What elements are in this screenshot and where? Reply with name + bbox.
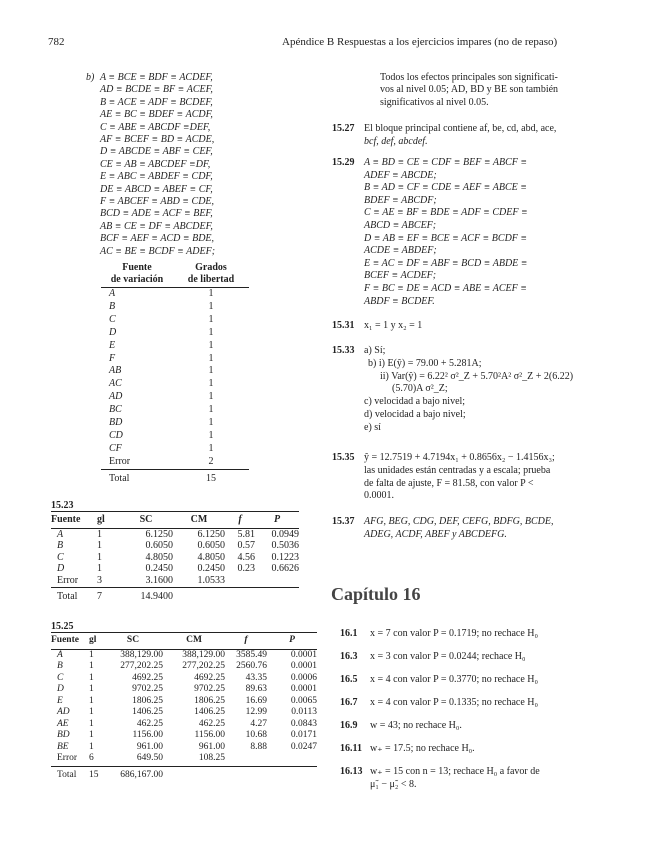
col-header: SC <box>103 633 163 650</box>
cell: 0.0001 <box>290 649 317 660</box>
cell: 686,167.00 <box>120 769 163 780</box>
text-line: d) velocidad a bajo nivel; <box>364 408 466 420</box>
answer-15-27 <box>332 123 596 149</box>
cell: 1806.25 <box>132 695 163 706</box>
cell: 89.63 <box>245 684 267 694</box>
text-line: de falta de ajuste, F = 81.58, con valor P < <box>364 477 534 489</box>
cell: 5.81 <box>237 528 255 540</box>
df-table <box>101 262 249 486</box>
alias-line: D ≡ ABCDE ≡ ABF ≡ CEF, <box>100 146 213 158</box>
alias-line: AF ≡ BCEF ≡ BD ≡ ACDE, <box>100 134 215 146</box>
exercise-number: 15.37 <box>332 516 355 527</box>
alias-line: ACDE ≡ ABDEF; <box>364 245 437 257</box>
answer-15-29 <box>332 157 596 308</box>
cell: 1 <box>89 730 94 740</box>
alias-line: BDEF ≡ ABCDF; <box>364 194 437 206</box>
col-header: CM <box>173 512 225 529</box>
cell: 1 <box>89 684 94 694</box>
cell: 0.1223 <box>271 551 299 563</box>
source-cell: AC <box>109 378 122 390</box>
text-line: a) Sí; <box>364 345 386 356</box>
col-header: f <box>225 633 267 650</box>
answer-16-7 <box>340 696 600 709</box>
cell: 1 <box>97 528 102 540</box>
source-cell: CF <box>109 442 122 454</box>
source-cell: D <box>109 326 117 338</box>
answer-text: w₊ = 17.5; no rechace H₀. <box>370 743 475 754</box>
cell: 0.0843 <box>290 718 317 729</box>
cell: 0.23 <box>237 563 255 574</box>
df-cell: 1 <box>208 365 214 377</box>
table-row <box>51 575 299 588</box>
table-row <box>51 673 317 685</box>
cell: 9702.25 <box>194 684 225 694</box>
cell: 3.1600 <box>119 575 173 588</box>
cell: AD <box>57 707 70 717</box>
alias-line: ABCD ≡ ABCEF; <box>364 219 437 231</box>
cell: 6.1250 <box>197 528 225 540</box>
alias-line: ADEF ≡ ABCDE; <box>364 169 437 181</box>
source-cell: A <box>109 288 116 299</box>
df-cell: 1 <box>208 313 214 325</box>
total-label: Total <box>109 472 130 484</box>
answer-text: w₊ = 15 con n = 13; rechace H₀ a favor de <box>370 766 540 777</box>
text-line: significativos al nivel 0.05. <box>380 96 489 108</box>
df-cell: 1 <box>208 378 214 390</box>
cell: 1 <box>89 718 94 729</box>
cell: 1156.00 <box>194 730 225 740</box>
table-row <box>101 378 249 391</box>
alias-line: F ≡ ABCEF ≡ ABD ≡ CDE, <box>100 196 215 208</box>
source-cell: Error <box>101 456 173 469</box>
cell: 12.99 <box>245 707 267 717</box>
part-b-label: b) <box>86 72 95 83</box>
cell: AE <box>57 718 69 729</box>
table-row <box>101 327 249 340</box>
alias-line: A ≡ BCE ≡ BDF ≡ ACDEF, <box>100 72 213 83</box>
cell: 3585.49 <box>236 649 267 660</box>
cell: 1 <box>97 540 102 551</box>
col-header: Grados de libertad <box>173 262 249 288</box>
text-line: ADEG, ACDF, ABEF y ABCDEFG. <box>364 528 507 540</box>
col-header: gl <box>97 512 119 529</box>
source-cell: E <box>109 339 116 351</box>
cell: 0.0006 <box>290 672 317 683</box>
cell: 0.6626 <box>271 563 299 574</box>
table-row <box>101 365 249 378</box>
table-row <box>51 684 317 696</box>
text-line: las unidades están centradas y a escala; prueba <box>364 464 551 476</box>
table-row <box>101 430 249 443</box>
text-line: b) i) E(ŷ) = 79.00 + 5.281A; <box>368 357 482 369</box>
cell: A <box>57 649 63 660</box>
cell: 961.00 <box>136 741 163 752</box>
cell: 1406.25 <box>194 707 225 717</box>
cell: 388,129.00 <box>120 649 163 660</box>
cell: C <box>57 551 64 563</box>
answer-text: x = 7 con valor P = 0.1719; no rechace H₀ <box>370 628 538 639</box>
alias-line: DE ≡ ABCD ≡ ABEF ≡ CF, <box>100 183 213 195</box>
text-line: (5.70)A σ²_Z; <box>392 383 448 395</box>
cell: 43.35 <box>245 672 267 683</box>
text-line: El bloque principal contiene af, be, cd, abd, ace, <box>364 123 557 134</box>
table-row <box>51 742 317 754</box>
cell: 1 <box>97 551 102 563</box>
table-row <box>101 391 249 404</box>
cell: 0.6050 <box>197 540 225 551</box>
cell: D <box>57 684 64 694</box>
table-row <box>101 340 249 353</box>
exercise-number: 15.23 <box>51 500 74 511</box>
cell: Total <box>57 769 77 780</box>
table-row <box>51 730 317 742</box>
source-cell: B <box>109 300 116 312</box>
alias-line: B ≡ AD ≡ CF ≡ CDE ≡ AEF ≡ ABCE ≡ <box>364 182 527 194</box>
table-row <box>101 353 249 366</box>
cell: 0.6050 <box>145 540 173 551</box>
df-cell: 1 <box>208 339 214 351</box>
exercise-number: 15.27 <box>332 123 355 134</box>
total-row <box>101 469 249 485</box>
table-row <box>51 528 299 540</box>
cell: 1 <box>89 672 94 683</box>
cell: 1 <box>89 661 94 671</box>
df-cell: 1 <box>208 391 214 403</box>
source-cell: AB <box>109 365 122 377</box>
alias-line: C ≡ ABE ≡ ABCDF ≡DEF, <box>100 121 211 133</box>
alias-line: F ≡ BC ≡ DE ≡ ACD ≡ ABE ≡ ACEF ≡ <box>364 282 527 294</box>
text-line: c) velocidad a bajo nivel; <box>364 396 466 408</box>
exercise-number: 16.9 <box>340 720 358 731</box>
alias-line: AB ≡ CE ≡ DF ≡ ABCDEF, <box>100 220 213 232</box>
cell: 0.0949 <box>271 528 299 540</box>
cell: 388,129.00 <box>182 649 225 660</box>
alias-list <box>100 72 215 258</box>
cell: 1406.25 <box>132 707 163 717</box>
text-line: bcf, def, abcdef. <box>364 135 428 147</box>
df-cell: 2 <box>173 456 249 469</box>
exercise-number: 15.31 <box>332 320 355 331</box>
text-line: vos al nivel 0.05; AD, BD y BE son también <box>380 84 559 96</box>
cell: 16.69 <box>245 695 267 706</box>
df-cell: 1 <box>208 288 214 299</box>
cell: 0.0065 <box>290 695 317 706</box>
alias-line: CE ≡ AB ≡ ABCDEF ≡DF, <box>100 158 211 170</box>
cell: 961.00 <box>198 741 225 752</box>
table-row <box>51 552 299 564</box>
exercise-number: 15.25 <box>51 621 74 632</box>
cell: 0.0247 <box>290 741 317 752</box>
text-line: AFG, BEG, CDG, DEF, CEFG, BDFG, BCDE, <box>364 516 554 527</box>
alias-line: A ≡ BD ≡ CE ≡ CDF ≡ BEF ≡ ABCF ≡ <box>364 157 528 168</box>
alias-line: E ≡ AC ≡ DF ≡ ABF ≡ BCD ≡ ABDE ≡ <box>364 257 528 269</box>
answer-15-37 <box>332 516 596 542</box>
exercise-number: 15.29 <box>332 157 355 168</box>
col-header: P <box>255 512 299 529</box>
cell: 0.57 <box>237 540 255 551</box>
cell: 277,202.25 <box>182 661 225 671</box>
cell: 14.9400 <box>140 591 173 602</box>
alias-line: ABDF ≡ BCDEF. <box>364 295 435 307</box>
df-cell: 1 <box>208 417 214 429</box>
table-row <box>51 661 317 673</box>
cell: A <box>57 528 64 540</box>
alias-line: AD ≡ BCDE ≡ BF ≡ ACEF, <box>100 84 213 96</box>
answer-text: x = 4 con valor P = 0.1335; no rechace H₀ <box>370 697 538 708</box>
anova-table-1523 <box>51 511 299 603</box>
answer-text: x = 3 con valor P = 0.0244; rechace H₀ <box>370 651 526 662</box>
cell: 0.5036 <box>271 540 299 551</box>
cell: E <box>57 695 63 706</box>
text-line: e) sí <box>364 421 381 433</box>
source-cell: F <box>109 352 116 364</box>
cell: 4.8050 <box>145 551 173 563</box>
cell: B <box>57 540 64 551</box>
df-cell: 1 <box>208 429 214 441</box>
cell: BE <box>57 741 69 752</box>
text-line: 0.0001. <box>364 490 394 502</box>
cell: 1.0533 <box>173 575 225 588</box>
answer-16-13 <box>340 765 600 778</box>
cell: 2560.76 <box>236 661 267 671</box>
cell: Error <box>51 753 89 766</box>
alias-line: E ≡ ABC ≡ ABDEF ≡ CDF, <box>100 171 213 183</box>
source-cell: C <box>109 313 116 325</box>
cell <box>225 753 267 766</box>
cell: 0.0113 <box>291 707 317 717</box>
source-cell: BC <box>109 404 122 416</box>
cell: 1 <box>89 695 94 706</box>
cell: 1 <box>89 707 94 717</box>
answer-15-33 <box>332 345 596 435</box>
cell: 1156.00 <box>132 730 163 740</box>
cell <box>255 575 299 588</box>
total-row <box>51 766 317 781</box>
col-header: gl <box>89 633 103 650</box>
source-cell: BD <box>109 417 123 429</box>
exercise-number: 16.7 <box>340 697 358 708</box>
cell: 4.27 <box>250 718 267 729</box>
exercise-number: 16.11 <box>340 743 362 754</box>
text-line: Todos los efectos principales son significati- <box>380 72 558 83</box>
text-line: x₁ = 1 y x₂ = 1 <box>364 320 423 331</box>
answer-16-11 <box>340 742 600 755</box>
cell: 6.1250 <box>145 528 173 540</box>
cell: 4.56 <box>237 551 255 563</box>
alias-line: BCEF ≡ ACDEF; <box>364 270 437 282</box>
cell: 0.2450 <box>145 563 173 574</box>
cell: B <box>57 661 63 671</box>
cell: 9702.25 <box>132 684 163 694</box>
cell: 108.25 <box>163 753 225 766</box>
exercise-number: 15.33 <box>332 345 355 356</box>
running-head: Apéndice B Respuestas a los ejercicios impares (no de repaso) <box>282 36 558 48</box>
cell: 649.50 <box>103 753 163 766</box>
answer-16-1 <box>340 627 600 640</box>
answer-16-13-continued: μ̃₁ − μ̃₂ < 8. <box>370 779 417 790</box>
text-line: ii) Var(ŷ) = 6.22² σ²_Z + 5.70²A² σ²_Z + 2(6.22) <box>380 370 574 382</box>
total-row <box>51 588 299 603</box>
exercise-number: 16.1 <box>340 628 358 639</box>
table-row <box>51 649 317 661</box>
cell: D <box>57 563 65 574</box>
anova-table-1525 <box>51 632 317 781</box>
cell: 7 <box>97 591 102 602</box>
col-header: Fuente <box>51 512 97 529</box>
df-cell: 1 <box>208 442 214 454</box>
exercise-number: 16.5 <box>340 674 358 685</box>
col-header: CM <box>163 633 225 650</box>
col-header: f <box>225 512 255 529</box>
cell: 0.0001 <box>290 684 317 694</box>
alias-line: BCD ≡ ADE ≡ ACF ≡ BEF, <box>100 208 213 220</box>
table-row <box>51 719 317 731</box>
cell <box>267 753 317 766</box>
cell: 0.2450 <box>197 563 225 574</box>
cell: 0.0171 <box>290 730 317 740</box>
col-header: Fuente <box>51 633 89 650</box>
cell: Error <box>51 575 97 588</box>
answer-text: x = 4 con valor P = 0.3770; no rechace H₀ <box>370 674 538 685</box>
cell: 15 <box>89 769 99 780</box>
answer-text: w = 43; no rechace H₀. <box>370 720 462 731</box>
alias-line: D ≡ AB ≡ EF ≡ BCE ≡ ACF ≡ BCDF ≡ <box>364 232 528 244</box>
cell <box>225 575 255 588</box>
answer-16-9 <box>340 719 600 732</box>
cell: 4692.25 <box>132 672 163 683</box>
col-header: P <box>267 633 317 650</box>
table-row <box>101 456 249 469</box>
exercise-number: 16.13 <box>340 766 363 777</box>
alias-line: BCF ≡ AEF ≡ ACD ≡ BDE, <box>100 233 215 245</box>
cell: 1806.25 <box>194 695 225 706</box>
cell: Total <box>57 591 78 602</box>
table-row <box>51 707 317 719</box>
page-number: 782 <box>48 36 65 48</box>
table-row <box>101 443 249 456</box>
table-row <box>51 753 317 766</box>
df-cell: 1 <box>208 352 214 364</box>
intro-paragraph <box>380 72 558 109</box>
table-row <box>101 288 249 301</box>
cell: 0.0001 <box>290 661 317 671</box>
exercise-number: 15.35 <box>332 452 355 463</box>
cell: 1 <box>89 741 94 752</box>
table-row <box>101 301 249 314</box>
cell: 8.88 <box>250 741 267 752</box>
table-row <box>51 563 299 575</box>
cell: 462.25 <box>198 718 225 729</box>
cell: 3 <box>97 575 119 588</box>
df-cell: 1 <box>208 326 214 338</box>
table-row <box>51 696 317 708</box>
answer-15-31 <box>332 320 596 333</box>
cell: C <box>57 672 64 683</box>
cell: 462.25 <box>136 718 163 729</box>
source-cell: AD <box>109 391 123 403</box>
cell: 277,202.25 <box>120 661 163 671</box>
cell: 10.68 <box>245 730 267 740</box>
answer-16-3 <box>340 650 600 663</box>
table-row <box>101 404 249 417</box>
text-line: ŷ = 12.7519 + 4.7194x₁ + 0.8656x₂ − 1.4156x₃; <box>364 452 555 463</box>
alias-line: AE ≡ BC ≡ BDEF ≡ ACDF, <box>100 109 213 121</box>
cell: 4692.25 <box>194 672 225 683</box>
table-row <box>101 417 249 430</box>
alias-line: B ≡ ACE ≡ ADF ≡ BCDEF, <box>100 96 213 108</box>
cell: 6 <box>89 753 103 766</box>
cell: BD <box>57 730 70 740</box>
table-row <box>101 314 249 327</box>
exercise-number: 16.3 <box>340 651 358 662</box>
answer-15-35 <box>332 452 596 503</box>
source-cell: CD <box>109 429 123 441</box>
df-cell: 1 <box>208 404 214 416</box>
cell: 4.8050 <box>197 551 225 563</box>
table-row <box>51 540 299 552</box>
df-cell: 1 <box>208 300 214 312</box>
cell: 1 <box>89 649 94 660</box>
cell: 1 <box>97 563 102 574</box>
answer-16-5 <box>340 673 600 686</box>
alias-line: AC ≡ BE ≡ BCDF ≡ ADEF; <box>100 245 216 257</box>
chapter-title: Capítulo 16 <box>331 584 421 604</box>
col-header: Fuente de variación <box>101 262 173 288</box>
alias-line: C ≡ AE ≡ BF ≡ BDE ≡ ADF ≡ CDEF ≡ <box>364 207 528 219</box>
col-header: SC <box>119 512 173 529</box>
total-value: 15 <box>206 472 216 484</box>
